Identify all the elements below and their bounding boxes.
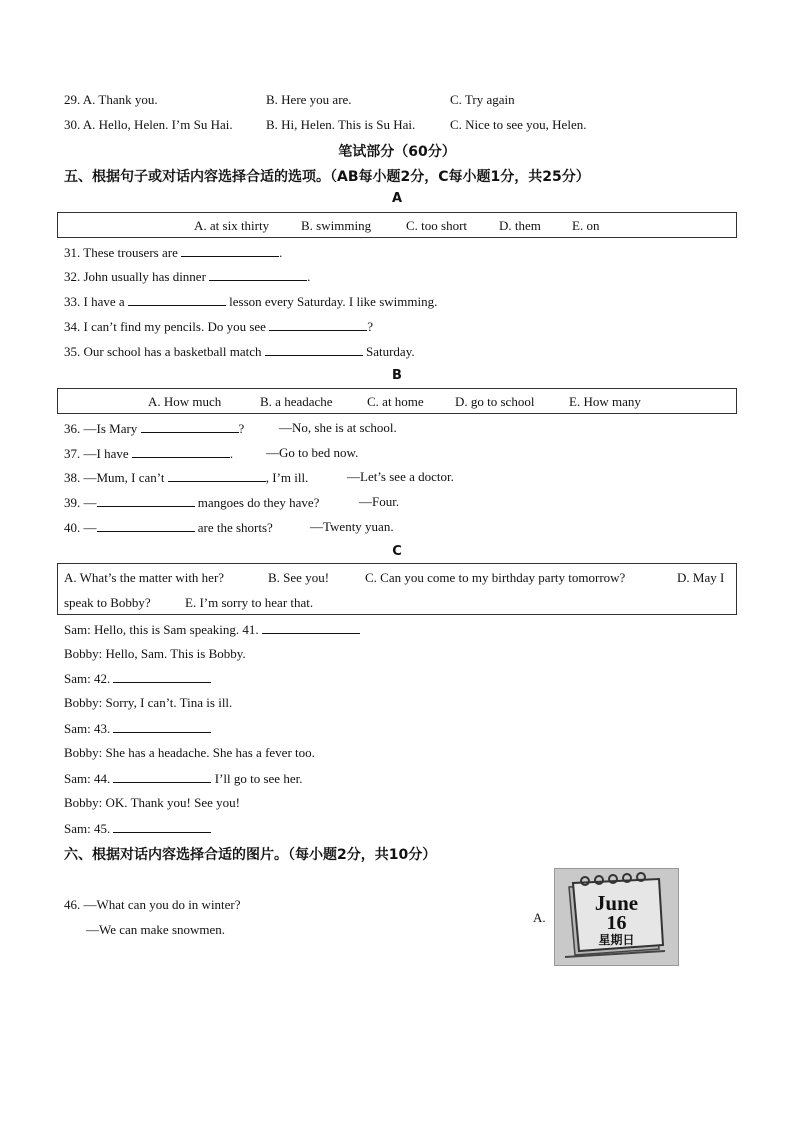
q30-option-b: B. Hi, Helen. This is Su Hai. [266, 117, 416, 132]
question-46-line1: 46. —What can you do in winter? [64, 897, 241, 912]
option-a-label: A. [533, 910, 546, 925]
dialogue-line-42: Sam: 42. [64, 670, 211, 687]
dialogue-line: Bobby: Hello, Sam. This is Bobby. [64, 646, 246, 661]
part-b-option: E. How many [569, 394, 641, 409]
part-a-option: E. on [572, 218, 600, 233]
question-31: 31. These trousers are . [64, 245, 283, 260]
question-46-line2: —We can make snowmen. [86, 922, 226, 937]
part-b-label: B [392, 368, 402, 383]
answer-blank[interactable] [265, 343, 363, 356]
q40-reply: —Twenty yuan. [310, 519, 394, 534]
answer-blank[interactable] [128, 293, 226, 306]
part-c-options-box [57, 563, 737, 615]
question-32: 32. John usually has dinner . [64, 269, 311, 284]
section6-title: 六、根据对话内容选择合适的图片。（每小题2分，共10分） [64, 847, 437, 863]
question-37: 37. —I have . [64, 446, 234, 461]
question-39: 39. — mangoes do they have? [64, 495, 320, 510]
calendar-image[interactable] [554, 868, 679, 966]
question-33: 33. I have a lesson every Saturday. I like swimming. [64, 294, 438, 309]
question-36: 36. —Is Mary ? [64, 421, 245, 436]
dialogue-line: Bobby: She has a headache. She has a fever too. [64, 745, 315, 760]
dialogue-line: Bobby: OK. Thank you! See you! [64, 795, 240, 810]
written-part-title: 笔试部分（60分） [338, 144, 456, 160]
calendar-weekday: 星期日 [598, 933, 635, 947]
part-a-option: C. too short [406, 218, 468, 233]
q29-option-c: C. Try again [450, 92, 515, 107]
q30-option-c: C. Nice to see you, Helen. [450, 117, 587, 132]
answer-blank[interactable] [113, 720, 211, 733]
q38-reply: —Let’s see a doctor. [347, 469, 454, 484]
part-a-option: D. them [499, 218, 541, 233]
question-34: 34. I can’t find my pencils. Do you see ? [64, 319, 373, 334]
q30-option-a: 30. A. Hello, Helen. I’m Su Hai. [64, 117, 233, 132]
answer-blank[interactable] [209, 268, 307, 281]
dialogue-line-41: Sam: Hello, this is Sam speaking. 41. [64, 621, 360, 638]
answer-blank[interactable] [113, 820, 211, 833]
part-b-option: B. a headache [260, 394, 333, 409]
part-b-option: A. How much [148, 394, 222, 409]
dialogue-line: Bobby: Sorry, I can’t. Tina is ill. [64, 695, 233, 710]
q37-reply: —Go to bed now. [266, 445, 359, 460]
part-c-label: C [392, 544, 402, 559]
part-c-option: E. I’m sorry to hear that. [185, 595, 314, 610]
answer-blank[interactable] [113, 770, 211, 783]
q36-reply: —No, she is at school. [279, 420, 397, 435]
part-c-option: B. See you! [268, 570, 330, 585]
question-38: 38. —Mum, I can’t , I’m ill. [64, 470, 309, 485]
answer-blank[interactable] [132, 445, 230, 458]
part-b-option: D. go to school [455, 394, 535, 409]
q29-option-b: B. Here you are. [266, 92, 352, 107]
question-40: 40. — are the shorts? [64, 520, 273, 535]
answer-blank[interactable] [113, 670, 211, 683]
answer-blank[interactable] [181, 244, 279, 257]
part-c-option: A. What’s the matter with her? [64, 570, 225, 585]
calendar-month: June [594, 891, 639, 915]
dialogue-line-43: Sam: 43. [64, 720, 211, 737]
answer-blank[interactable] [97, 519, 195, 532]
q39-reply: —Four. [359, 494, 400, 509]
part-c-option: C. Can you come to my birthday party tomorrow? [365, 570, 626, 585]
part-b-option: C. at home [367, 394, 424, 409]
calendar-day: 16 [606, 912, 627, 934]
part-c-option: D. May I [677, 570, 725, 585]
answer-blank[interactable] [141, 420, 239, 433]
part-a-label: A [391, 191, 403, 206]
part-a-option: B. swimming [301, 218, 372, 233]
answer-blank[interactable] [168, 469, 266, 482]
section5-title: 五、根据句子或对话内容选择合适的选项。（AB每小题2分，C每小题1分，共25分） [64, 169, 590, 185]
q29-option-a: 29. A. Thank you. [64, 92, 158, 107]
part-b-options-box [57, 388, 737, 414]
dialogue-line-45: Sam: 45. [64, 820, 211, 837]
dialogue-line-44: Sam: 44. I’ll go to see her. [64, 771, 303, 786]
part-a-option: A. at six thirty [194, 218, 270, 233]
answer-blank[interactable] [269, 318, 367, 331]
part-a-options-box [57, 212, 737, 238]
question-35: 35. Our school has a basketball match Saturday. [64, 344, 415, 359]
answer-blank[interactable] [97, 494, 195, 507]
answer-blank[interactable] [262, 621, 360, 634]
part-c-option: speak to Bobby? [64, 595, 151, 610]
